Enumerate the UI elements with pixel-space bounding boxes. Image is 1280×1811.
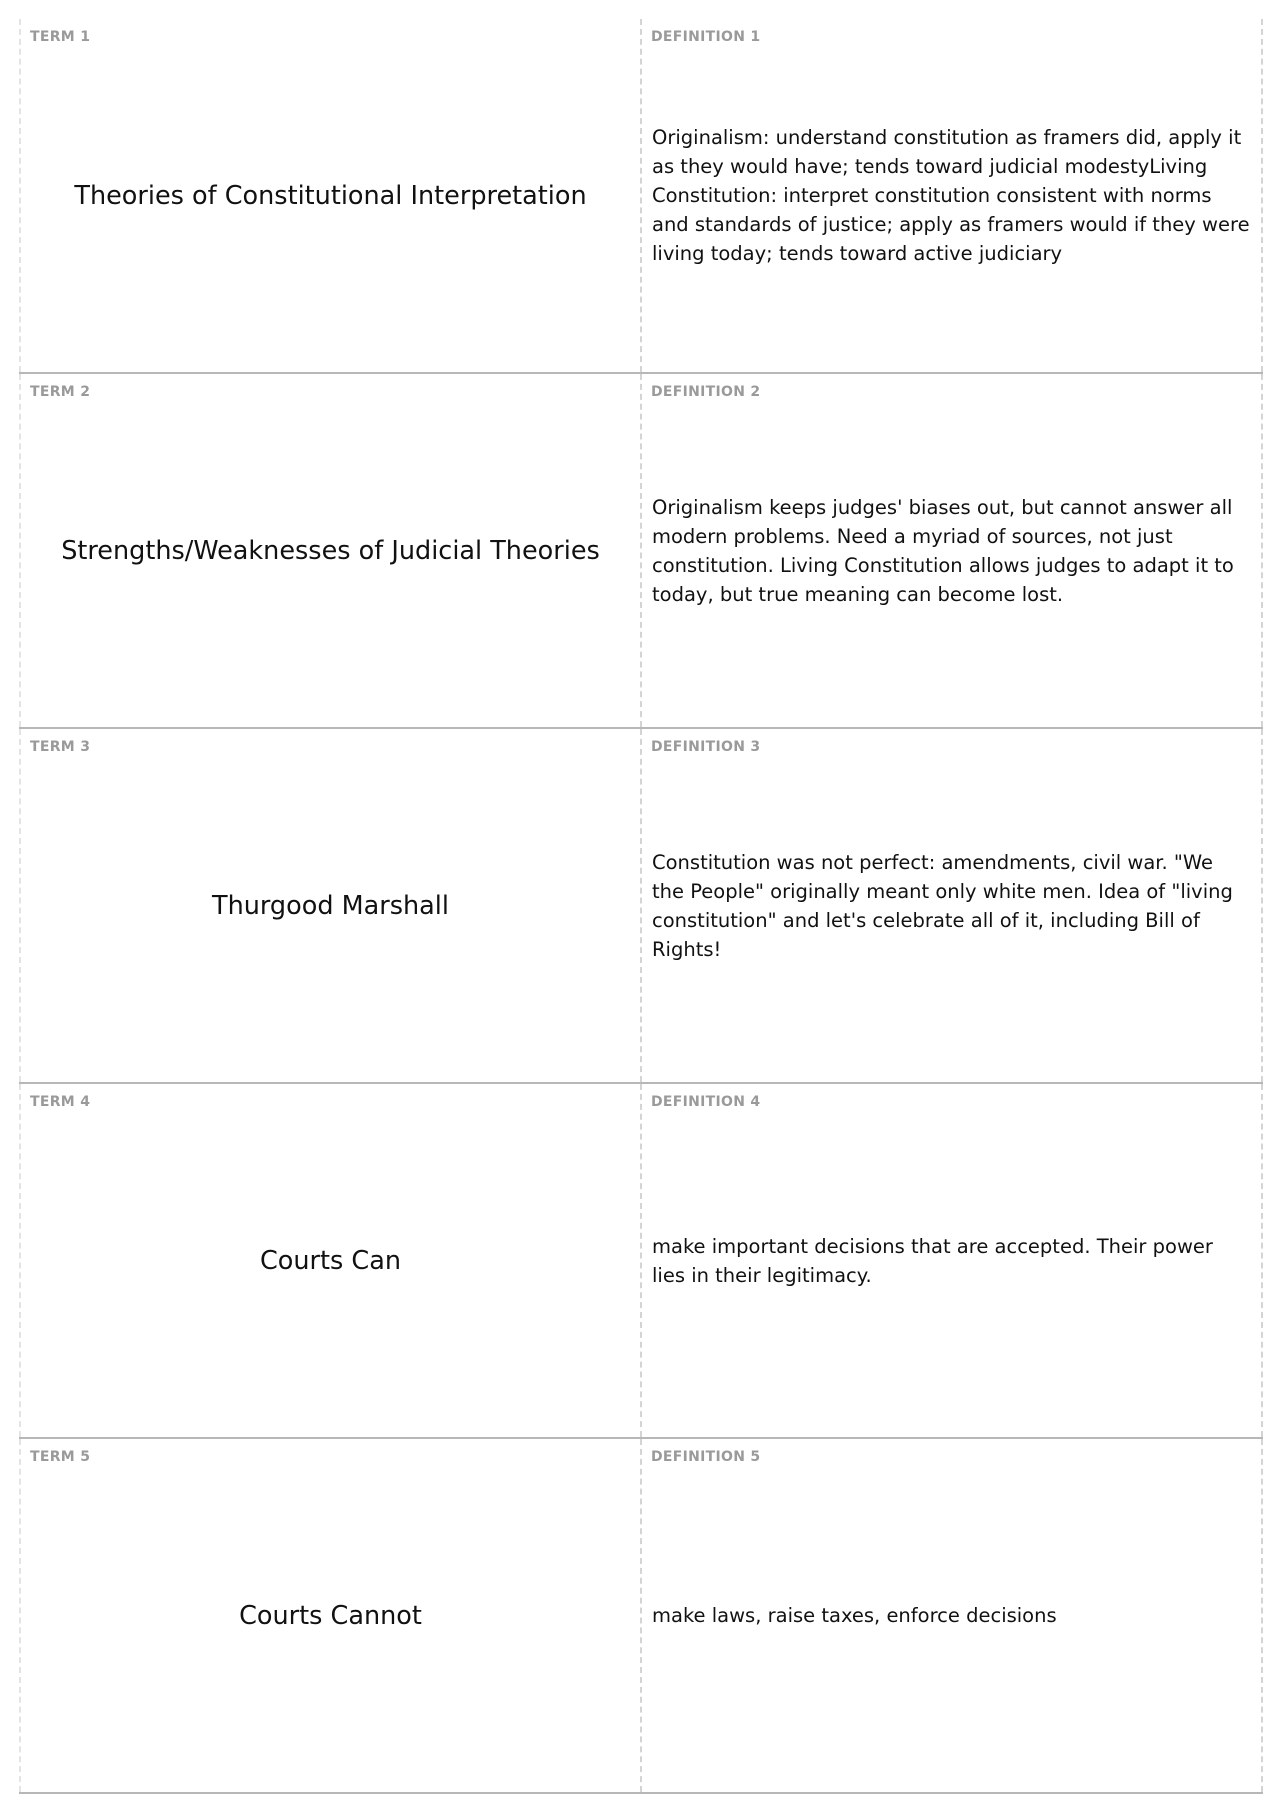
definition-text: make laws, raise taxes, enforce decisions xyxy=(652,1604,1057,1627)
definition-text-wrapper xyxy=(642,729,1261,1082)
definition-label: DEFINITION 2 xyxy=(651,384,761,400)
definition-text-wrapper xyxy=(642,1084,1261,1437)
term-label: TERM 5 xyxy=(30,1449,91,1465)
term-text: Theories of Constitutional Interpretation xyxy=(74,180,587,211)
term-text: Courts Cannot xyxy=(239,1600,422,1631)
definition-label: DEFINITION 4 xyxy=(651,1094,761,1110)
definition-label: DEFINITION 1 xyxy=(651,29,761,45)
term-label: TERM 2 xyxy=(30,384,91,400)
definition-text: Originalism keeps judges' biases out, but cannot answer all modern problems. Need a myriad of sources, not just constitution. Living Constitution allows judges to adapt it to today, but true meaning can become lost. xyxy=(652,495,1234,606)
term-text: Strengths/Weaknesses of Judicial Theories xyxy=(61,535,600,566)
definition-text: Constitution was not perfect: amendments, civil war. "We the People" originally meant only white men. Idea of "living constitution" and let's celebrate all of it, including Bill of Rights! xyxy=(652,850,1233,961)
term-cell xyxy=(19,19,642,372)
term-label: TERM 3 xyxy=(30,739,91,755)
definition-cell xyxy=(642,729,1263,1082)
definition-label: DEFINITION 5 xyxy=(651,1449,761,1465)
term-text: Courts Can xyxy=(259,1245,402,1276)
card-row-4 xyxy=(19,1084,1263,1439)
term-label: TERM 1 xyxy=(30,29,91,45)
definition-cell xyxy=(642,1084,1263,1437)
card-row-3 xyxy=(19,729,1263,1084)
term-cell xyxy=(19,1439,642,1792)
term-cell xyxy=(19,729,642,1082)
definition-text-wrapper xyxy=(642,1439,1261,1792)
definition-cell xyxy=(642,374,1263,727)
card-row-5 xyxy=(19,1439,1263,1794)
definition-label: DEFINITION 3 xyxy=(651,739,761,755)
definition-text: make important decisions that are accepted. Their power lies in their legitimacy. xyxy=(652,1234,1213,1287)
term-cell xyxy=(19,1084,642,1437)
term-cell xyxy=(19,374,642,727)
term-label: TERM 4 xyxy=(30,1094,91,1110)
flashcard-sheet xyxy=(19,19,1263,1794)
definition-cell xyxy=(642,1439,1263,1792)
card-row-2 xyxy=(19,374,1263,729)
definition-text: Originalism: understand constitution as framers did, apply it as they would have; tends toward judicial modestyLiving Constitution: interpret constitution consistent with norms and standards of justice; apply as framers would if they were living today; tends toward active judiciary xyxy=(652,126,1250,265)
definition-text-wrapper xyxy=(642,374,1261,727)
card-row-1 xyxy=(19,19,1263,374)
definition-text-wrapper xyxy=(642,19,1261,372)
definition-cell xyxy=(642,19,1263,372)
term-text: Thurgood Marshall xyxy=(212,890,449,921)
